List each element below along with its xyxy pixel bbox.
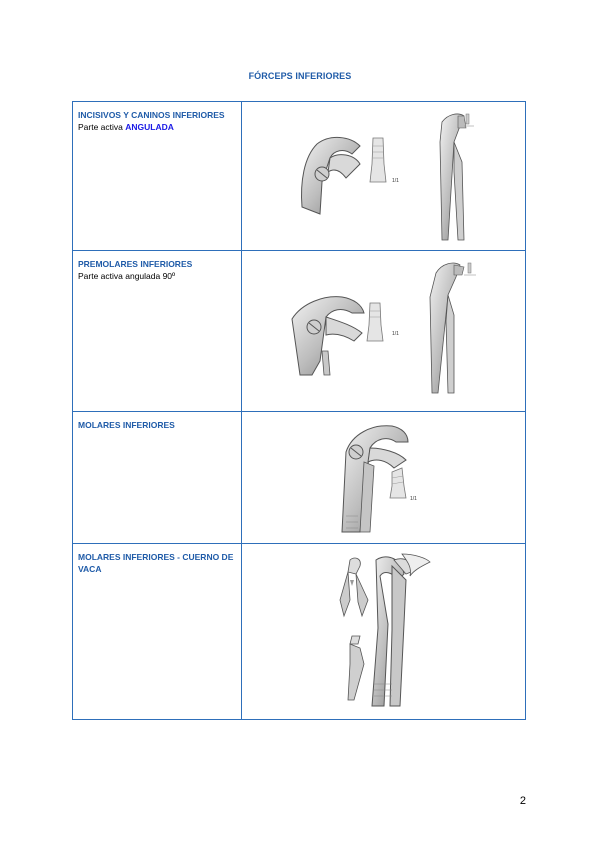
label-cell — [73, 544, 242, 720]
scale-label: 1/1 — [410, 496, 417, 502]
forceps-table — [72, 101, 526, 720]
image-cell — [242, 102, 526, 251]
row-description: Parte activa angulada 90º — [78, 271, 176, 281]
forceps-head-closeup — [302, 137, 360, 214]
tooth-icon — [390, 468, 406, 498]
forceps-head-closeup — [292, 297, 364, 375]
forceps-molars-illustration — [242, 412, 527, 542]
forceps-incisors-illustration — [242, 102, 527, 249]
tooth-icon — [370, 138, 386, 182]
page-number: 2 — [519, 795, 526, 807]
forceps-cowhorn-illustration — [242, 544, 527, 718]
forceps-full-view — [430, 263, 476, 393]
row-title: INCISIVOS Y CANINOS INFERIORES — [78, 110, 225, 120]
label-cell — [73, 412, 242, 544]
tooth-icon — [367, 303, 383, 341]
forceps-small-closed-view — [348, 636, 364, 700]
scale-label: 1/1 — [392, 331, 399, 337]
table-row — [73, 251, 526, 412]
label-cell — [73, 102, 242, 251]
row-title: PREMOLARES INFERIORES — [78, 259, 193, 269]
page-title: FÓRCEPS INFERIORES — [248, 71, 352, 81]
row-title: MOLARES INFERIORES - CUERNO DE VACA — [78, 552, 234, 574]
row-description: Parte activa ANGULADA — [78, 122, 174, 132]
image-cell — [242, 544, 526, 720]
table-row — [73, 544, 526, 720]
image-cell — [242, 251, 526, 412]
table-row — [73, 412, 526, 544]
forceps-full-view — [440, 114, 474, 240]
image-cell — [242, 412, 526, 544]
forceps-small-open-view — [340, 558, 368, 616]
forceps-premolars-illustration — [242, 251, 527, 410]
label-cell — [73, 251, 242, 412]
scale-label: 1/1 — [392, 178, 399, 184]
highlight-text: ANGULADA — [125, 122, 174, 132]
row-title: MOLARES INFERIORES — [78, 420, 175, 430]
forceps-cowhorn-large-view — [372, 557, 416, 706]
table-row — [73, 102, 526, 251]
